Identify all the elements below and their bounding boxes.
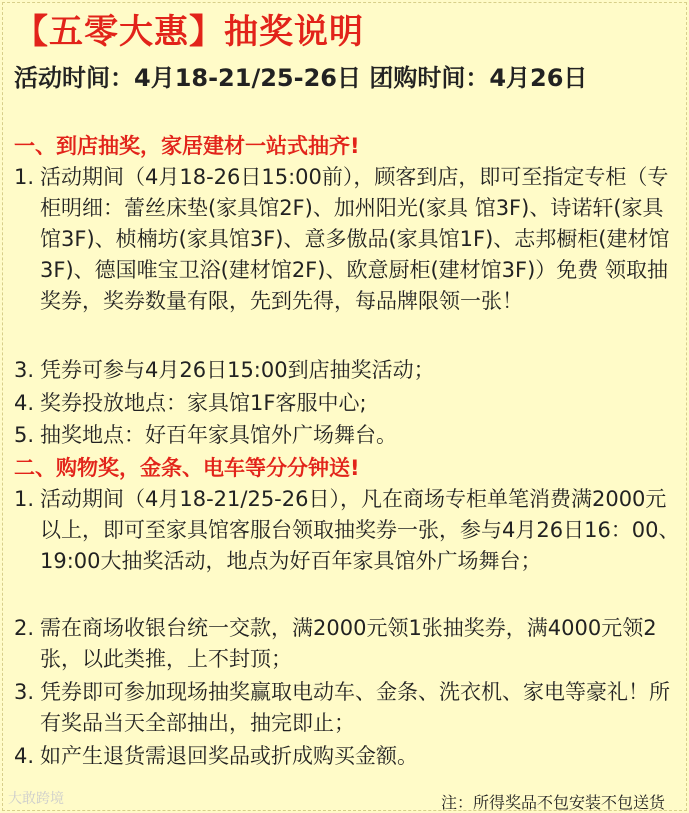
section1-item-5 bbox=[14, 420, 680, 451]
section2-item-3 bbox=[14, 677, 680, 739]
section2-heading: 二、购物奖，金条、电车等分分钟送! bbox=[14, 456, 360, 480]
section2-item-1 bbox=[14, 484, 680, 577]
item-text: 如产生退货需退回奖品或折成购买金额。 bbox=[40, 744, 418, 768]
section2-item-4 bbox=[14, 741, 680, 772]
section1-item-4 bbox=[14, 388, 680, 419]
section1-item-3 bbox=[14, 355, 680, 386]
section1-item-1 bbox=[14, 162, 680, 317]
footnote: 注：所得奖品不包安装不包送货 bbox=[440, 793, 665, 812]
item-text: 凭券可参与4月26日15:00到店抽奖活动； bbox=[40, 358, 435, 382]
item-number: 4. bbox=[14, 391, 35, 415]
item-text: 凭券即可参加现场抽奖赢取电动车、金条、洗衣机、家电等豪礼！所有奖品当天全部抽出，抽完即止； bbox=[40, 680, 670, 735]
item-number: 4. bbox=[14, 744, 35, 768]
item-number: 2. bbox=[14, 616, 35, 640]
watermark: 大敢跨境 bbox=[8, 791, 64, 807]
item-number: 5. bbox=[14, 423, 35, 447]
section1-heading: 一、到店抽奖，家居建材一站式抽齐! bbox=[14, 134, 360, 158]
item-number: 3. bbox=[14, 358, 35, 382]
item-text: 活动期间（4月18-26日15:00前），顾客到店，即可至指定专柜（专柜明细：蕾丝床垫(家具馆2F)、加州阳光(家具 馆3F)、诗诺轩(家具馆3F)、桢楠坊(家具馆3F)、意多傲品(家具馆1F)、志邦橱柜(建材馆3F)、德国唯宝卫浴(建材馆2F)、欧意厨柜(建材馆3F)）免费 领取抽奖券，奖券数量有限，先到先得，每品牌限领一张！ bbox=[40, 165, 670, 313]
item-text: 需在商场收银台统一交款，满2000元领1张抽奖券，满4000元领2张，以此类推，上不封顶； bbox=[40, 616, 657, 671]
item-text: 活动期间（4月18-21/25-26日），凡在商场专柜单笔消费满2000元以上，即可至家具馆客服台领取抽奖券一张，参与4月26日16：00、19:00大抽奖活动，地点为好百年家具馆外广场舞台； bbox=[40, 487, 680, 573]
section2-item-2 bbox=[14, 613, 680, 675]
event-time-line: 活动时间：4月18-21/25-26日 团购时间：4月26日 bbox=[14, 64, 588, 92]
item-number: 3. bbox=[14, 680, 35, 704]
item-text: 抽奖地点：好百年家具馆外广场舞台。 bbox=[40, 423, 397, 447]
page-title: 【五零大惠】抽奖说明 bbox=[14, 12, 364, 52]
item-text: 奖券投放地点：家具馆1F客服中心; bbox=[40, 391, 367, 415]
item-number: 1. bbox=[14, 165, 35, 189]
item-number: 1. bbox=[14, 487, 35, 511]
